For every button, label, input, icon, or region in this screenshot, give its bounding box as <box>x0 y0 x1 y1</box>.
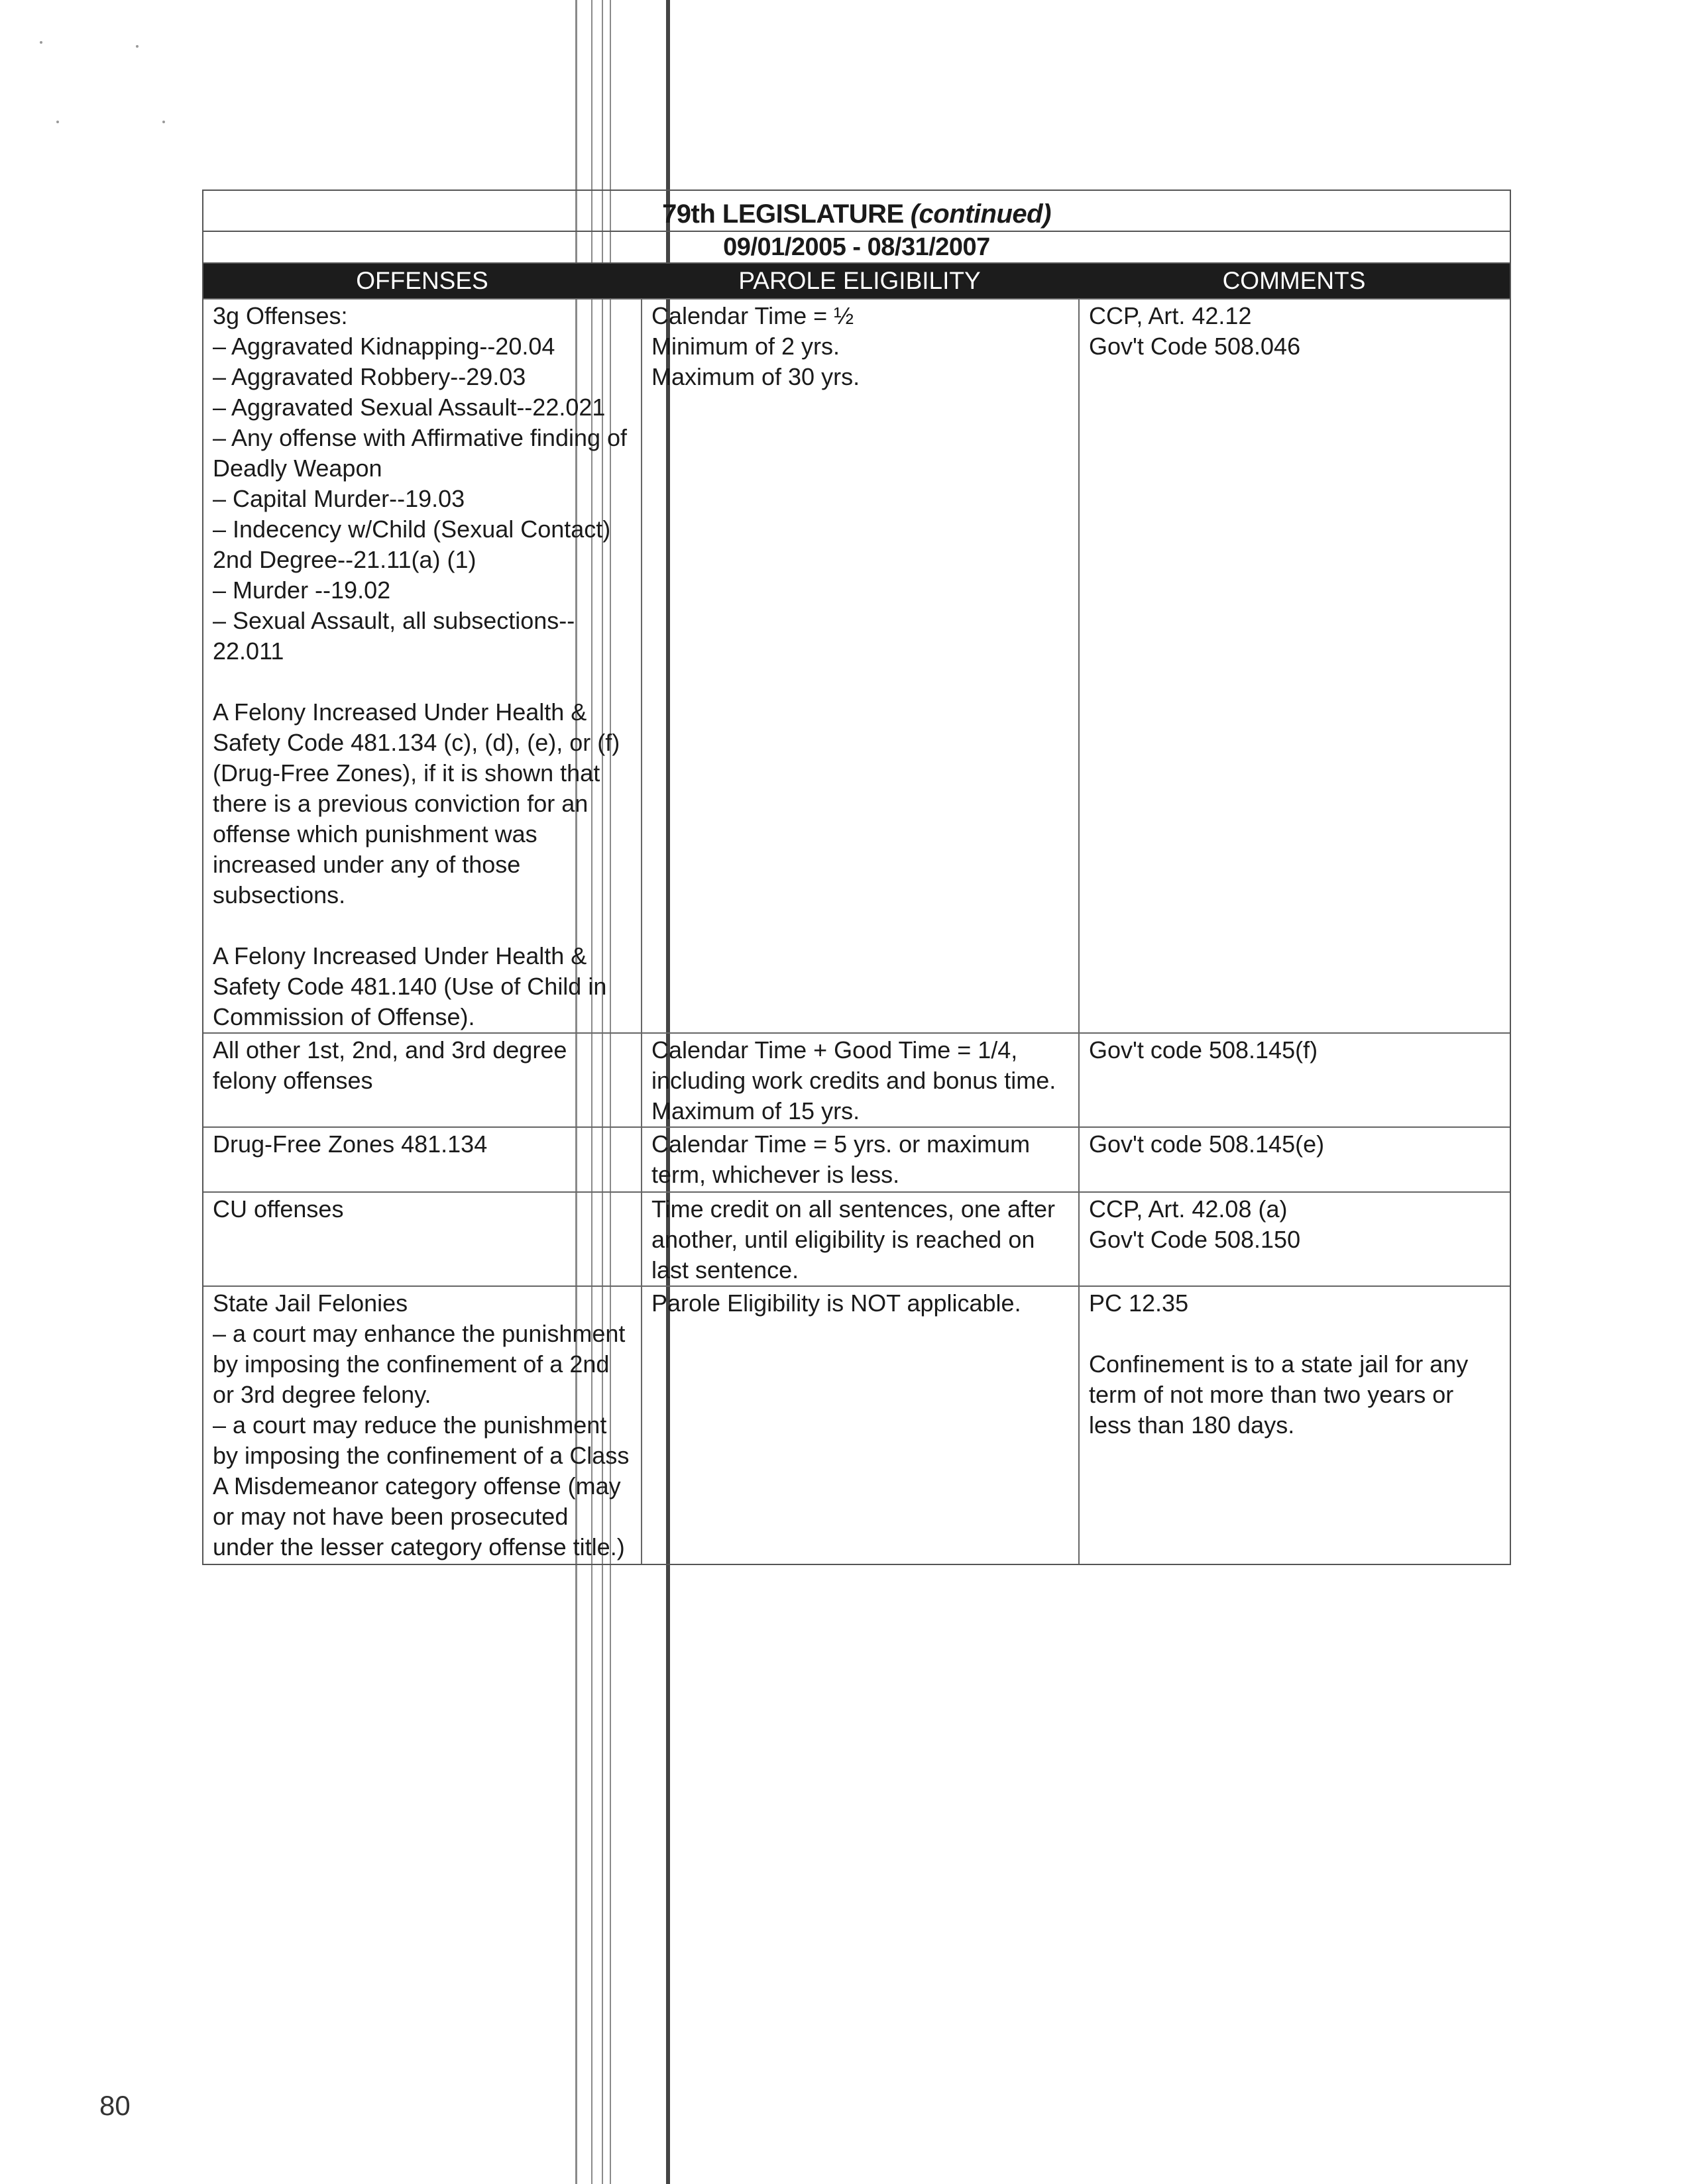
title-suffix: (continued) <box>910 199 1051 229</box>
parole-cell: Parole Eligibility is NOT applicable. <box>641 1287 1078 1564</box>
header-offenses: OFFENSES <box>356 267 488 294</box>
offenses-cell: CU offenses <box>213 1195 344 1223</box>
comments-cell: CCP, Art. 42.08 (a) Gov't Code 508.150 <box>1078 1193 1510 1285</box>
comments-cell: PC 12.35 Confinement is to a state jail for any term of not more than two years or less than 180 days. <box>1078 1287 1510 1564</box>
offenses-cell: All other 1st, 2nd, and 3rd degree felony offenses <box>213 1036 567 1094</box>
date-range: 09/01/2005 - 08/31/2007 <box>203 232 1510 264</box>
scan-speck <box>40 41 42 44</box>
table-row <box>203 1032 1510 1126</box>
comments-cell: CCP, Art. 42.12 Gov't Code 508.046 <box>1078 300 1510 1032</box>
comments-cell: Gov't code 508.145(f) <box>1078 1034 1510 1126</box>
header-parole-eligibility: PAROLE ELIGIBILITY <box>738 267 981 294</box>
table-title <box>203 191 1510 232</box>
offenses-cell: Drug-Free Zones 481.134 <box>213 1130 488 1158</box>
parole-cell: Time credit on all sentences, one after another, until eligibility is reached on last sentence. <box>641 1193 1078 1285</box>
comments-cell: Gov't code 508.145(e) <box>1078 1128 1510 1191</box>
offenses-cell: State Jail Felonies – a court may enhance the punishment by imposing the confinement of a 2nd or 3rd degree felony. – a court may reduce the punishment by imposing the confinement of a Class A Misdemeanor category offense (may or may not have been prosecuted under the lesser category offense title.) <box>213 1289 630 1560</box>
scan-speck <box>56 121 59 123</box>
header-comments: COMMENTS <box>1222 267 1366 294</box>
column-headers <box>203 264 1510 298</box>
parole-cell: Calendar Time = ½ Minimum of 2 yrs. Maximum of 30 yrs. <box>641 300 1078 1032</box>
parole-cell: Calendar Time + Good Time = 1/4, including work credits and bonus time. Maximum of 15 yrs. <box>641 1034 1078 1126</box>
offenses-cell: 3g Offenses: – Aggravated Kidnapping--20.04 – Aggravated Robbery--29.03 – Aggravated Sexual Assault--22.021 – Any offense with Affirmative finding of Deadly Weapon – Capital Murder--19.03 – Indecency w/Child (Sexual Contact) 2nd Degree--21.11(a) (1) – Murder --19.02 – Sexual Assault, all subsections-- 22.011 A Felony Increased Under Health & Safety Code 481.134 (c), (d), (e), or (f) (Drug-Free Zones), if it is shown that there is a previous conviction for an offense which punishment was increased under any of those subsections. A Felony Increased Under Health & Safety Code 481.140 (Use of Child in Commission of Offense). <box>213 302 628 1030</box>
scan-speck <box>162 121 165 123</box>
parole-cell: Calendar Time = 5 yrs. or maximum term, whichever is less. <box>641 1128 1078 1191</box>
legislature-table <box>202 190 1511 1565</box>
scan-speck <box>136 45 139 48</box>
table-row <box>203 1126 1510 1191</box>
page-number: 80 <box>99 2090 131 2121</box>
table-row <box>203 1191 1510 1285</box>
title-text: 79th LEGISLATURE <box>662 199 904 229</box>
table-row <box>203 298 1510 1032</box>
table-row <box>203 1285 1510 1564</box>
